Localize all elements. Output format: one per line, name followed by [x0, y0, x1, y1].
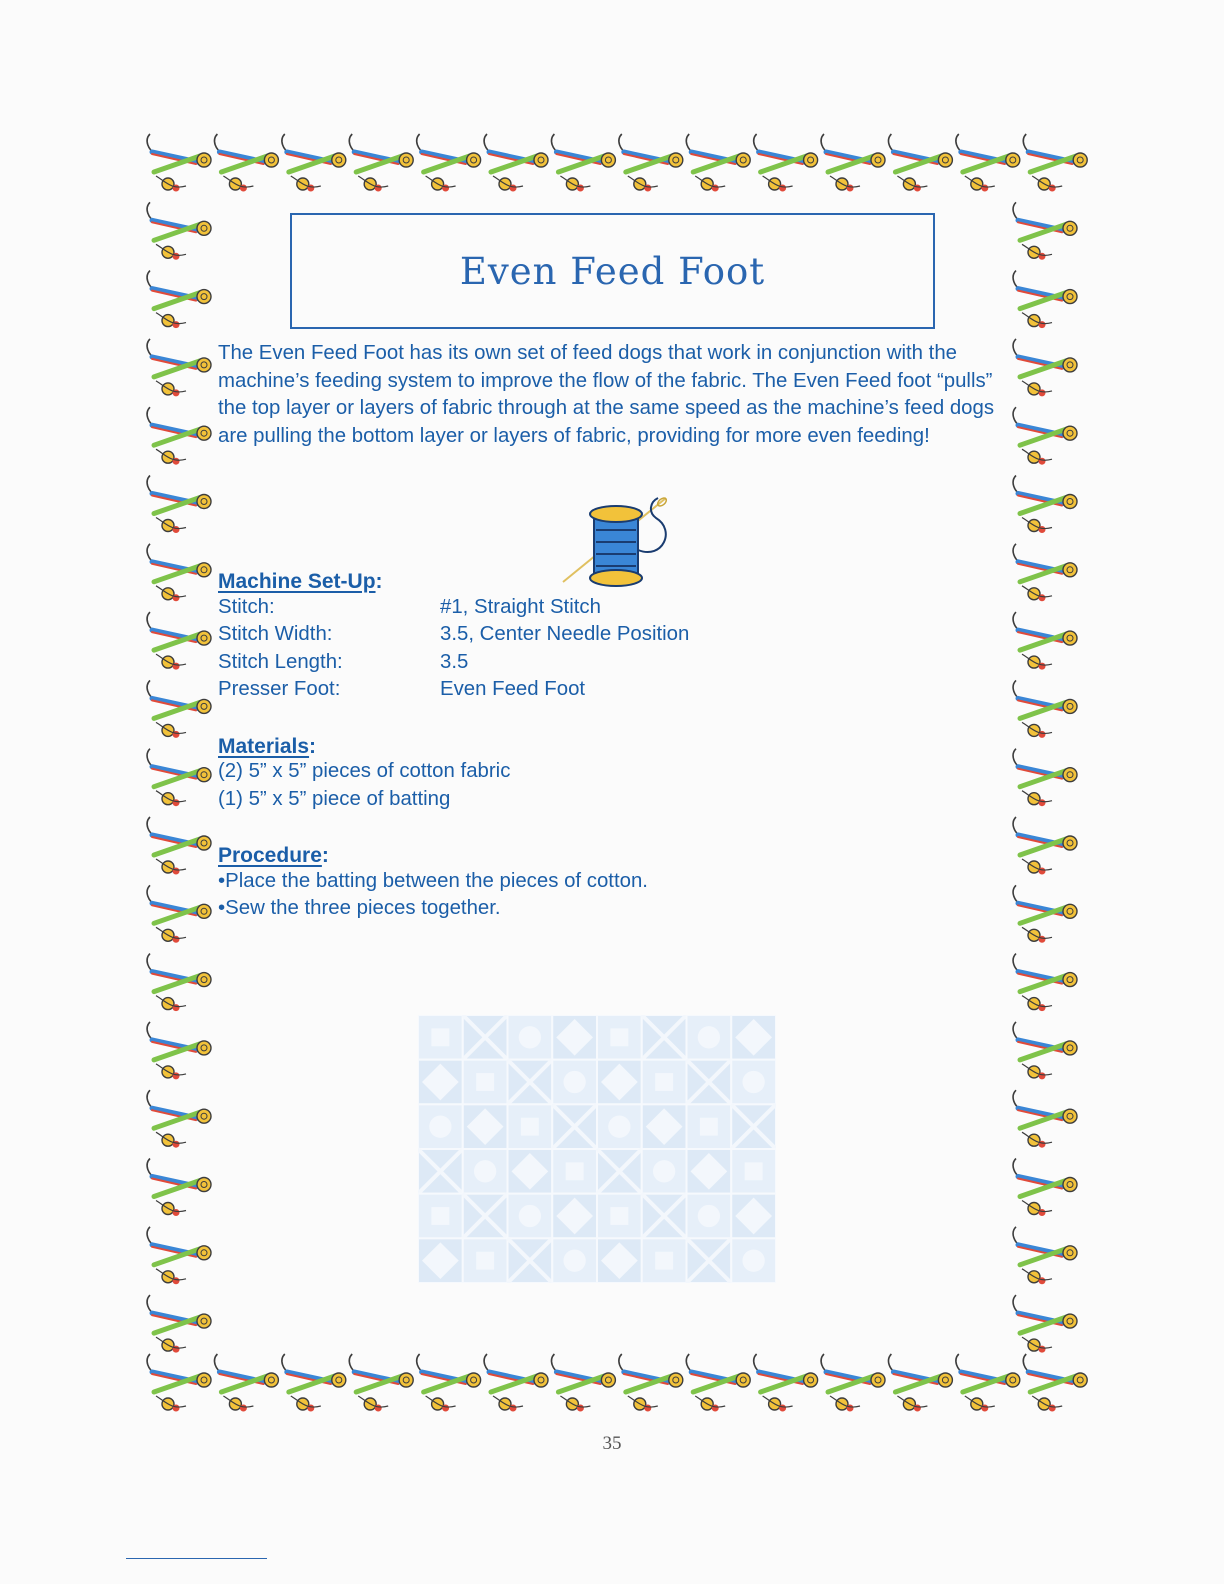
scissors-icon — [349, 134, 413, 192]
scissors-icon — [821, 134, 885, 192]
quilt-block — [597, 1104, 642, 1149]
quilt-block — [597, 1060, 642, 1105]
quilt-block — [597, 1194, 642, 1239]
setup-row-presser-foot — [218, 678, 918, 706]
quilt-watermark — [418, 1015, 776, 1283]
scissors-icon — [147, 1159, 211, 1217]
quilt-block — [508, 1149, 553, 1194]
scissors-icon — [754, 1354, 818, 1412]
scissors-icon — [889, 1354, 953, 1412]
scissors-icon — [147, 749, 211, 807]
quilt-block — [597, 1238, 642, 1283]
quilt-block — [463, 1015, 508, 1060]
quilt-block — [687, 1060, 732, 1105]
scissors-icon — [1013, 1159, 1077, 1217]
setup-row-stitch — [218, 596, 918, 624]
scissors-icon — [147, 271, 211, 329]
quilt-block — [642, 1015, 687, 1060]
scissors-icon — [619, 1354, 683, 1412]
setup-value: 3.5 — [440, 651, 469, 673]
scissors-icon — [147, 1022, 211, 1080]
scissors-icon — [1023, 1354, 1087, 1412]
scissors-icon — [1013, 749, 1077, 807]
quilt-block — [642, 1104, 687, 1149]
scissors-icon — [1013, 885, 1077, 943]
scissors-icon — [215, 134, 279, 192]
quilt-block — [642, 1060, 687, 1105]
scissors-icon — [147, 544, 211, 602]
quilt-block — [731, 1104, 776, 1149]
quilt-block — [687, 1104, 732, 1149]
quilt-block — [508, 1060, 553, 1105]
scissors-icon — [1013, 271, 1077, 329]
page-number: 35 — [602, 1433, 622, 1454]
scissors-icon — [147, 1227, 211, 1285]
quilt-block — [418, 1015, 463, 1060]
quilt-block — [597, 1015, 642, 1060]
scissors-icon — [889, 134, 953, 192]
quilt-block — [731, 1015, 776, 1060]
quilt-block — [463, 1238, 508, 1283]
scissors-icon — [147, 476, 211, 534]
setup-label: Presser Foot: — [218, 678, 341, 700]
scissors-icon — [1013, 476, 1077, 534]
scissors-icon — [1013, 954, 1077, 1012]
scissors-icon — [956, 134, 1020, 192]
setup-label: Stitch Width: — [218, 623, 333, 645]
procedure-step: •Place the batting between the pieces of cotton. — [218, 870, 648, 892]
scissors-icon — [282, 1354, 346, 1412]
quilt-block — [552, 1104, 597, 1149]
scissors-icon — [484, 1354, 548, 1412]
scissors-icon — [754, 134, 818, 192]
scissors-icon — [147, 1295, 211, 1353]
quilt-block — [731, 1149, 776, 1194]
materials-heading: Materials: — [218, 735, 317, 758]
quilt-block — [731, 1060, 776, 1105]
quilt-block — [508, 1104, 553, 1149]
procedure-step: •Sew the three pieces together. — [218, 897, 501, 919]
scissors-icon — [956, 1354, 1020, 1412]
setup-value: 3.5, Center Needle Position — [440, 623, 690, 645]
quilt-block — [597, 1149, 642, 1194]
setup-row-stitch-length — [218, 651, 918, 679]
scissors-icon — [349, 1354, 413, 1412]
scissors-icon — [1013, 1022, 1077, 1080]
quilt-block — [687, 1149, 732, 1194]
setup-label: Stitch: — [218, 596, 275, 618]
quilt-block — [463, 1060, 508, 1105]
scissors-icon — [1013, 202, 1077, 259]
quilt-block — [552, 1060, 597, 1105]
quilt-block — [508, 1015, 553, 1060]
scissors-icon — [147, 954, 211, 1012]
page-title: Even Feed Foot — [459, 249, 766, 293]
scissors-icon — [1013, 680, 1077, 738]
setup-row-stitch-width — [218, 623, 918, 651]
quilt-block — [687, 1238, 732, 1283]
quilt-block — [463, 1149, 508, 1194]
quilt-block — [687, 1015, 732, 1060]
scissors-icon — [215, 1354, 279, 1412]
scissors-icon — [147, 612, 211, 670]
scissors-icon — [1013, 339, 1077, 397]
quilt-block — [508, 1194, 553, 1239]
scissors-icon — [147, 202, 211, 259]
quilt-block — [552, 1149, 597, 1194]
quilt-block — [418, 1194, 463, 1239]
quilt-block — [731, 1238, 776, 1283]
scissors-icon — [686, 1354, 750, 1412]
materials-item: (1) 5” x 5” piece of batting — [218, 788, 451, 810]
scissors-icon — [147, 680, 211, 738]
scissors-icon — [1013, 1090, 1077, 1148]
scissors-icon — [282, 134, 346, 192]
quilt-block — [508, 1238, 553, 1283]
setup-value: #1, Straight Stitch — [440, 596, 601, 618]
machine-setup-heading: Machine Set-Up: — [218, 570, 383, 593]
scissors-icon — [147, 1090, 211, 1148]
scissors-icon — [147, 817, 211, 875]
scissors-icon — [1013, 407, 1077, 465]
quilt-block — [642, 1238, 687, 1283]
quilt-block — [463, 1104, 508, 1149]
scissors-icon — [552, 1354, 616, 1412]
quilt-block — [642, 1194, 687, 1239]
quilt-block — [463, 1194, 508, 1239]
scissors-icon — [417, 1354, 481, 1412]
thread-spool-icon — [558, 490, 678, 590]
title-box — [290, 213, 935, 329]
scissors-icon — [147, 407, 211, 465]
scissors-icon — [147, 1354, 211, 1412]
quilt-block — [418, 1149, 463, 1194]
scissors-icon — [1013, 1295, 1077, 1353]
scissors-icon — [686, 134, 750, 192]
scissors-icon — [1023, 134, 1087, 192]
quilt-block — [418, 1060, 463, 1105]
scissors-icon — [821, 1354, 885, 1412]
quilt-block — [552, 1238, 597, 1283]
quilt-block — [552, 1015, 597, 1060]
materials-item: (2) 5” x 5” pieces of cotton fabric — [218, 760, 511, 782]
scissors-icon — [484, 134, 548, 192]
quilt-block — [687, 1194, 732, 1239]
scissors-icon — [147, 134, 211, 192]
scissors-icon — [1013, 1227, 1077, 1285]
scissors-icon — [417, 134, 481, 192]
scissors-icon — [147, 339, 211, 397]
scissors-icon — [1013, 612, 1077, 670]
quilt-block — [552, 1194, 597, 1239]
scissors-icon — [1013, 817, 1077, 875]
setup-label: Stitch Length: — [218, 651, 343, 673]
scissors-icon — [147, 885, 211, 943]
scissors-icon — [1013, 544, 1077, 602]
procedure-heading: Procedure: — [218, 844, 329, 867]
quilt-block — [731, 1194, 776, 1239]
quilt-block — [642, 1149, 687, 1194]
setup-value: Even Feed Foot — [440, 678, 586, 700]
footer-rule — [126, 1558, 267, 1559]
scissors-icon — [619, 134, 683, 192]
quilt-block — [418, 1104, 463, 1149]
quilt-block — [418, 1238, 463, 1283]
scissors-icon — [552, 134, 616, 192]
intro-paragraph: The Even Feed Foot has its own set of feed dogs that work in conjunction with the machine’s feeding system to improve the flow of the fabric. The Even Feed foot “pulls” the top layer or layers of fabric through at the same speed as the machine’s feed dogs are pulling the bottom layer or layers of fabric, providing for more even feeding! — [218, 342, 995, 447]
